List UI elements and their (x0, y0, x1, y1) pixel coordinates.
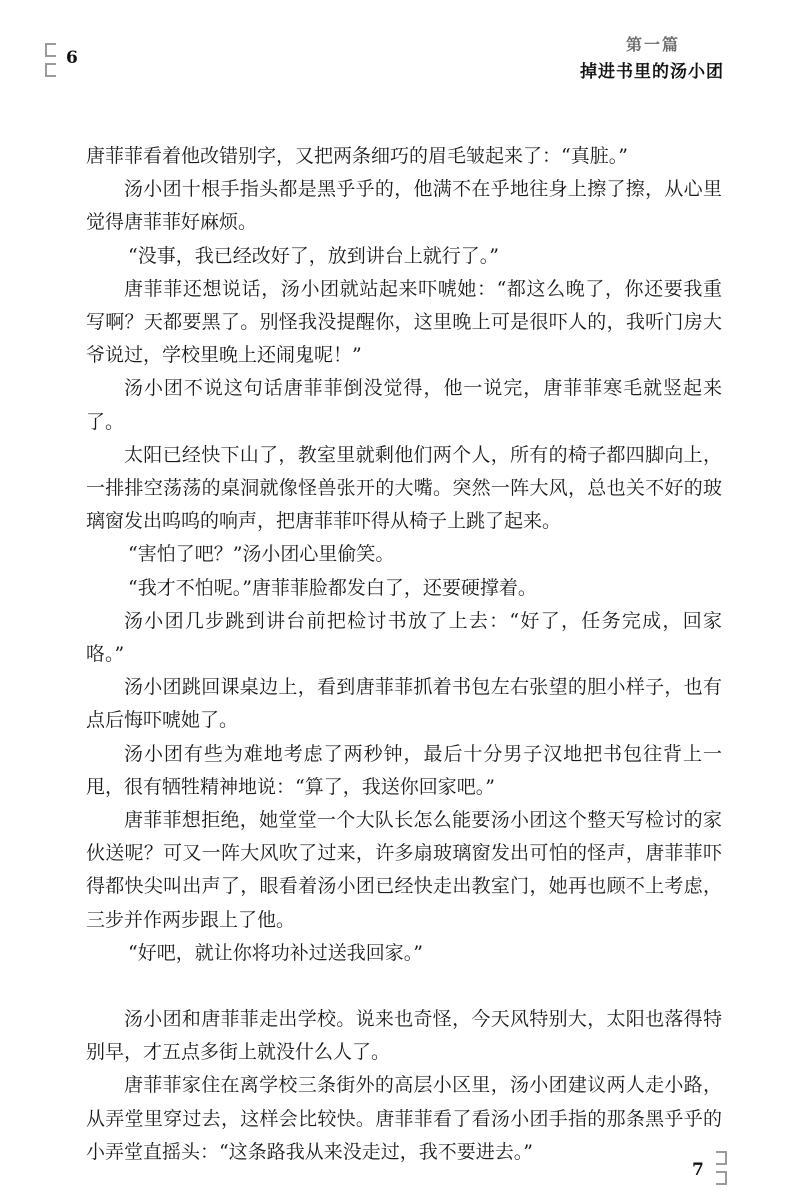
paragraph: “我才不怕呢。”唐菲菲脸都发白了，还要硬撑着。 (128, 576, 537, 599)
paragraph: “好吧，就让你将功补过送我回家。” (128, 941, 423, 964)
paragraph: 太阳已经快下山了，教室里就剩他们两个人，所有的椅子都四脚向上，一排排空荡荡的桌洞就像怪兽张开的大嘴。突然一阵大风，总也关不好的玻璃窗发出呜呜的响声，把唐菲菲吓得从椅子上跳了起来。 (86, 443, 722, 533)
paragraph: 唐菲菲看着他改错别字，又把两条细巧的眉毛皱起来了：“真脏。” (86, 145, 628, 167)
paragraph: 唐菲菲还想说话，汤小团就站起来吓唬她：“都这么晚了，你还要我重写啊？天都要黑了。别怪我没提醒你，这里晚上可是很吓人的，我听门房大爷说过，学校里晚上还闹鬼呢！” (86, 277, 722, 367)
paragraph: “没事，我已经改好了，放到讲台上就行了。” (128, 244, 499, 267)
paragraph: 汤小团跳回课桌边上，看到唐菲菲抓着书包左右张望的胆小样子，也有点后悔吓唬她了。 (86, 676, 722, 732)
paragraph: 汤小团几步跳到讲台前把检讨书放了上去：“好了，任务完成，回家咯。” (86, 609, 722, 666)
paragraph: 唐菲菲想拒绝，她堂堂一个大队长怎么能要汤小团这个整天写检讨的家伙送呢？可又一阵大风吹了过来，许多扇玻璃窗发出可怕的怪声，唐菲菲吓得都快尖叫出声了，眼看着汤小团已经快走出教室门，她再也顾不上考虑，三步并作两步跟上了他。 (86, 809, 722, 931)
left-page-number: 6 (66, 48, 78, 68)
paragraph: 汤小团有些为难地考虑了两秒钟，最后十分男子汉地把书包往背上一甩，很有牺牲精神地说：“算了，我送你回家吧。” (86, 742, 722, 798)
paragraph: 汤小团不说这句话唐菲菲倒没觉得，他一说完，唐菲菲寒毛就竖起来了。 (86, 377, 722, 433)
chapter-title: 掉进书里的汤小团 (580, 62, 724, 82)
body-text (86, 140, 722, 1169)
paragraph: 唐菲菲家住在离学校三条街外的高层小区里，汤小团建议两人走小路，从弄堂里穿过去，这样会比较快。唐菲菲看了看汤小团手指的那条黑乎乎的小弄堂直摇头：“这条路我从来没走过，我不要进去。” (86, 1074, 722, 1163)
right-page-number: 7 (692, 1160, 704, 1180)
section-break (86, 970, 722, 1003)
corner-bracket-ornament-right (712, 1150, 730, 1186)
paragraph: 汤小团十根手指头都是黑乎乎的，他满不在乎地往身上擦了擦，从心里觉得唐菲菲好麻烦。 (86, 178, 722, 234)
corner-bracket-ornament-left (42, 42, 60, 78)
paragraph: 汤小团和唐菲菲走出学校。说来也奇怪，今天风特别大，太阳也落得特别早，才五点多街上就没什么人了。 (86, 1008, 722, 1064)
paragraph: “害怕了吧？”汤小团心里偷笑。 (128, 543, 395, 566)
part-title: 第一篇 (625, 35, 680, 54)
